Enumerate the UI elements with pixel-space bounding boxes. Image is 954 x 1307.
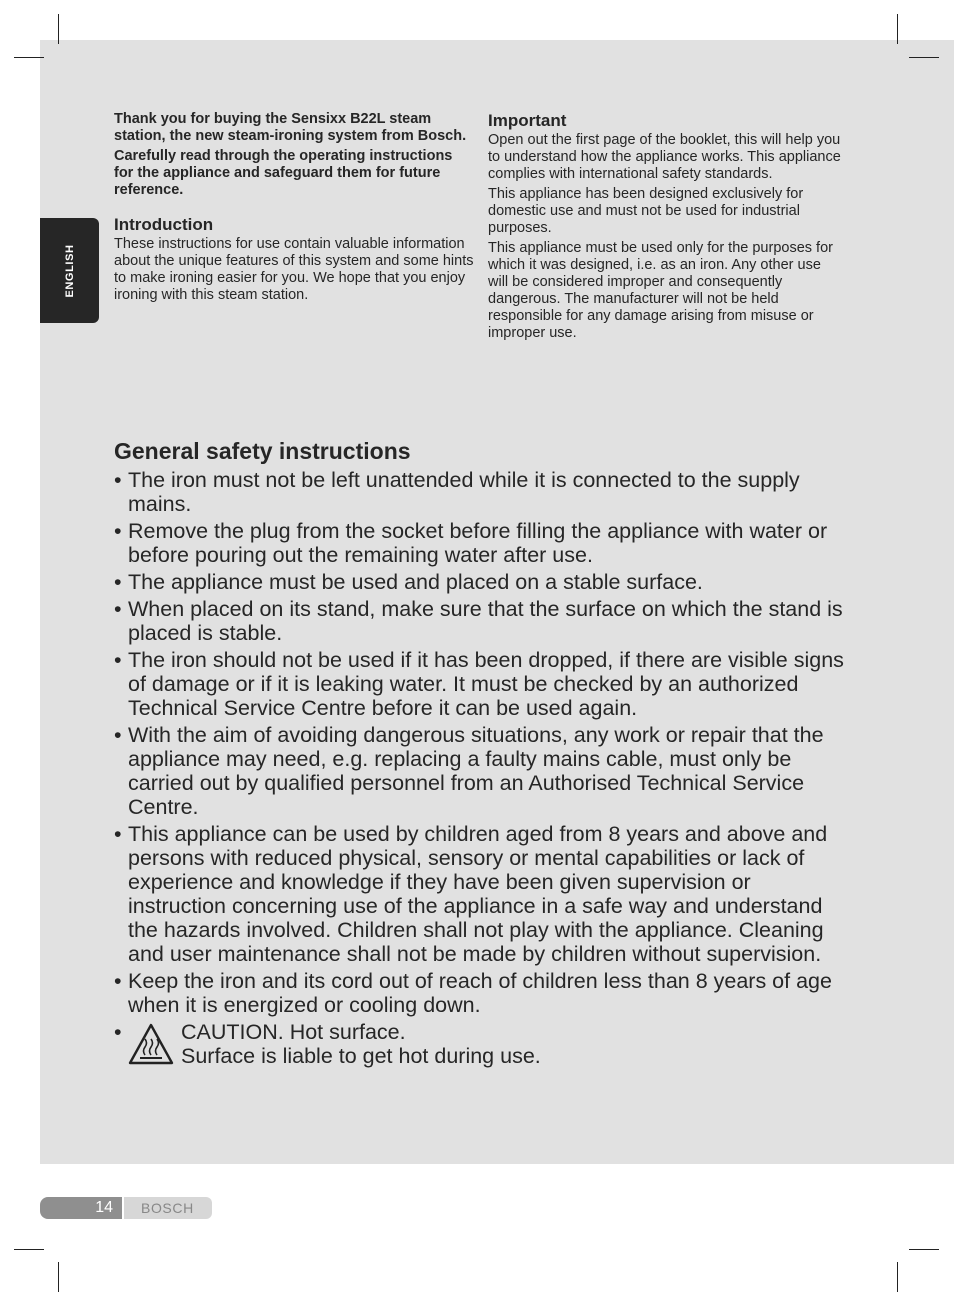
crop-mark (58, 1262, 59, 1292)
list-item: • The iron should not be used if it has been dropped, if there are visible signs of damage or if it is leaking water. It must be checked by an authorized Technical Service Centre before it can be used again. (114, 648, 844, 720)
list-item: • Keep the iron and its cord out of reach of children less than 8 years of age when it is energized or cooling down. (114, 969, 832, 1017)
list-item: • Remove the plug from the socket before filling the appliance with water or before pouring out the remaining water after use. (114, 519, 828, 567)
bullet: • (114, 468, 122, 492)
language-tab-label: ENGLISH (63, 243, 76, 298)
crop-mark (897, 14, 898, 44)
introduction-text: These instructions for use contain valuable information about the unique features of this system and some hints to make ironing easier for you. We hope that you enjoy ironing with this steam station. (114, 236, 474, 303)
bullet: • (114, 1020, 122, 1044)
caution-title: CAUTION. Hot surface. (181, 1020, 406, 1044)
caution-item (114, 1020, 844, 1068)
crop-mark (58, 14, 59, 44)
bullet: • (114, 597, 122, 621)
bullet: • (114, 519, 122, 543)
thank-you-text: Thank you for buying the Sensixx B22L steam station, the new steam-ironing system from Bosch. (114, 111, 467, 144)
crop-mark (909, 57, 939, 58)
important-paragraph: This appliance must be used only for the purposes for which it was designed, i.e. as an iron. Any other use will be considered improper and consequently dangerous. The manufacturer will not be held responsible for any damage arising from misuse or improper use. (488, 240, 833, 341)
right-column (488, 111, 843, 345)
list-item: • When placed on its stand, make sure that the surface on which the stand is placed is stable. (114, 597, 843, 645)
introduction-heading: Introduction (114, 215, 214, 234)
crop-mark (909, 1249, 939, 1250)
list-item: • With the aim of avoiding dangerous situations, any work or repair that the appliance may need, e.g. replacing a faulty mains cable, must only be carried out by qualified personnel from an Authorised Technical Service Centre. (114, 723, 824, 819)
brand-label: BOSCH (124, 1197, 212, 1219)
important-paragraph: Open out the first page of the booklet, this will help you to understand how the appliance works. This appliance complies with international safety standards. (488, 132, 841, 182)
list-item: • The appliance must be used and placed on a stable surface. (114, 570, 703, 594)
language-tab (40, 218, 99, 323)
safety-heading: General safety instructions (114, 438, 411, 464)
bullet: • (114, 723, 122, 747)
crop-mark (897, 1262, 898, 1292)
bullet: • (114, 570, 122, 594)
list-item: • This appliance can be used by children aged from 8 years and above and persons with reduced physical, sensory or mental capabilities or lack of experience and knowledge if they have been given supervision or instruction concerning use of the appliance in a safe way and understand the hazards involved. Children shall not play with the appliance. Cleaning and user maintenance shall not be made by children without supervision. (114, 822, 828, 966)
bullet: • (114, 822, 122, 846)
important-heading: Important (488, 111, 567, 130)
safety-list (114, 468, 844, 1068)
left-column (114, 111, 474, 307)
list-item: • The iron must not be left unattended while it is connected to the supply mains. (114, 468, 800, 516)
caution-description: Surface is liable to get hot during use. (181, 1044, 541, 1068)
page-number: 14 (40, 1197, 122, 1219)
important-paragraph: This appliance has been designed exclusively for domestic use and must not be used for industrial purposes. (488, 186, 804, 236)
bullet: • (114, 648, 122, 672)
hot-surface-warning-icon (128, 1022, 174, 1066)
crop-mark (14, 57, 44, 58)
read-instructions-text: Carefully read through the operating instructions for the appliance and safeguard them for future reference. (114, 148, 453, 198)
crop-mark (14, 1249, 44, 1250)
safety-section (114, 436, 844, 1071)
bullet: • (114, 969, 122, 993)
